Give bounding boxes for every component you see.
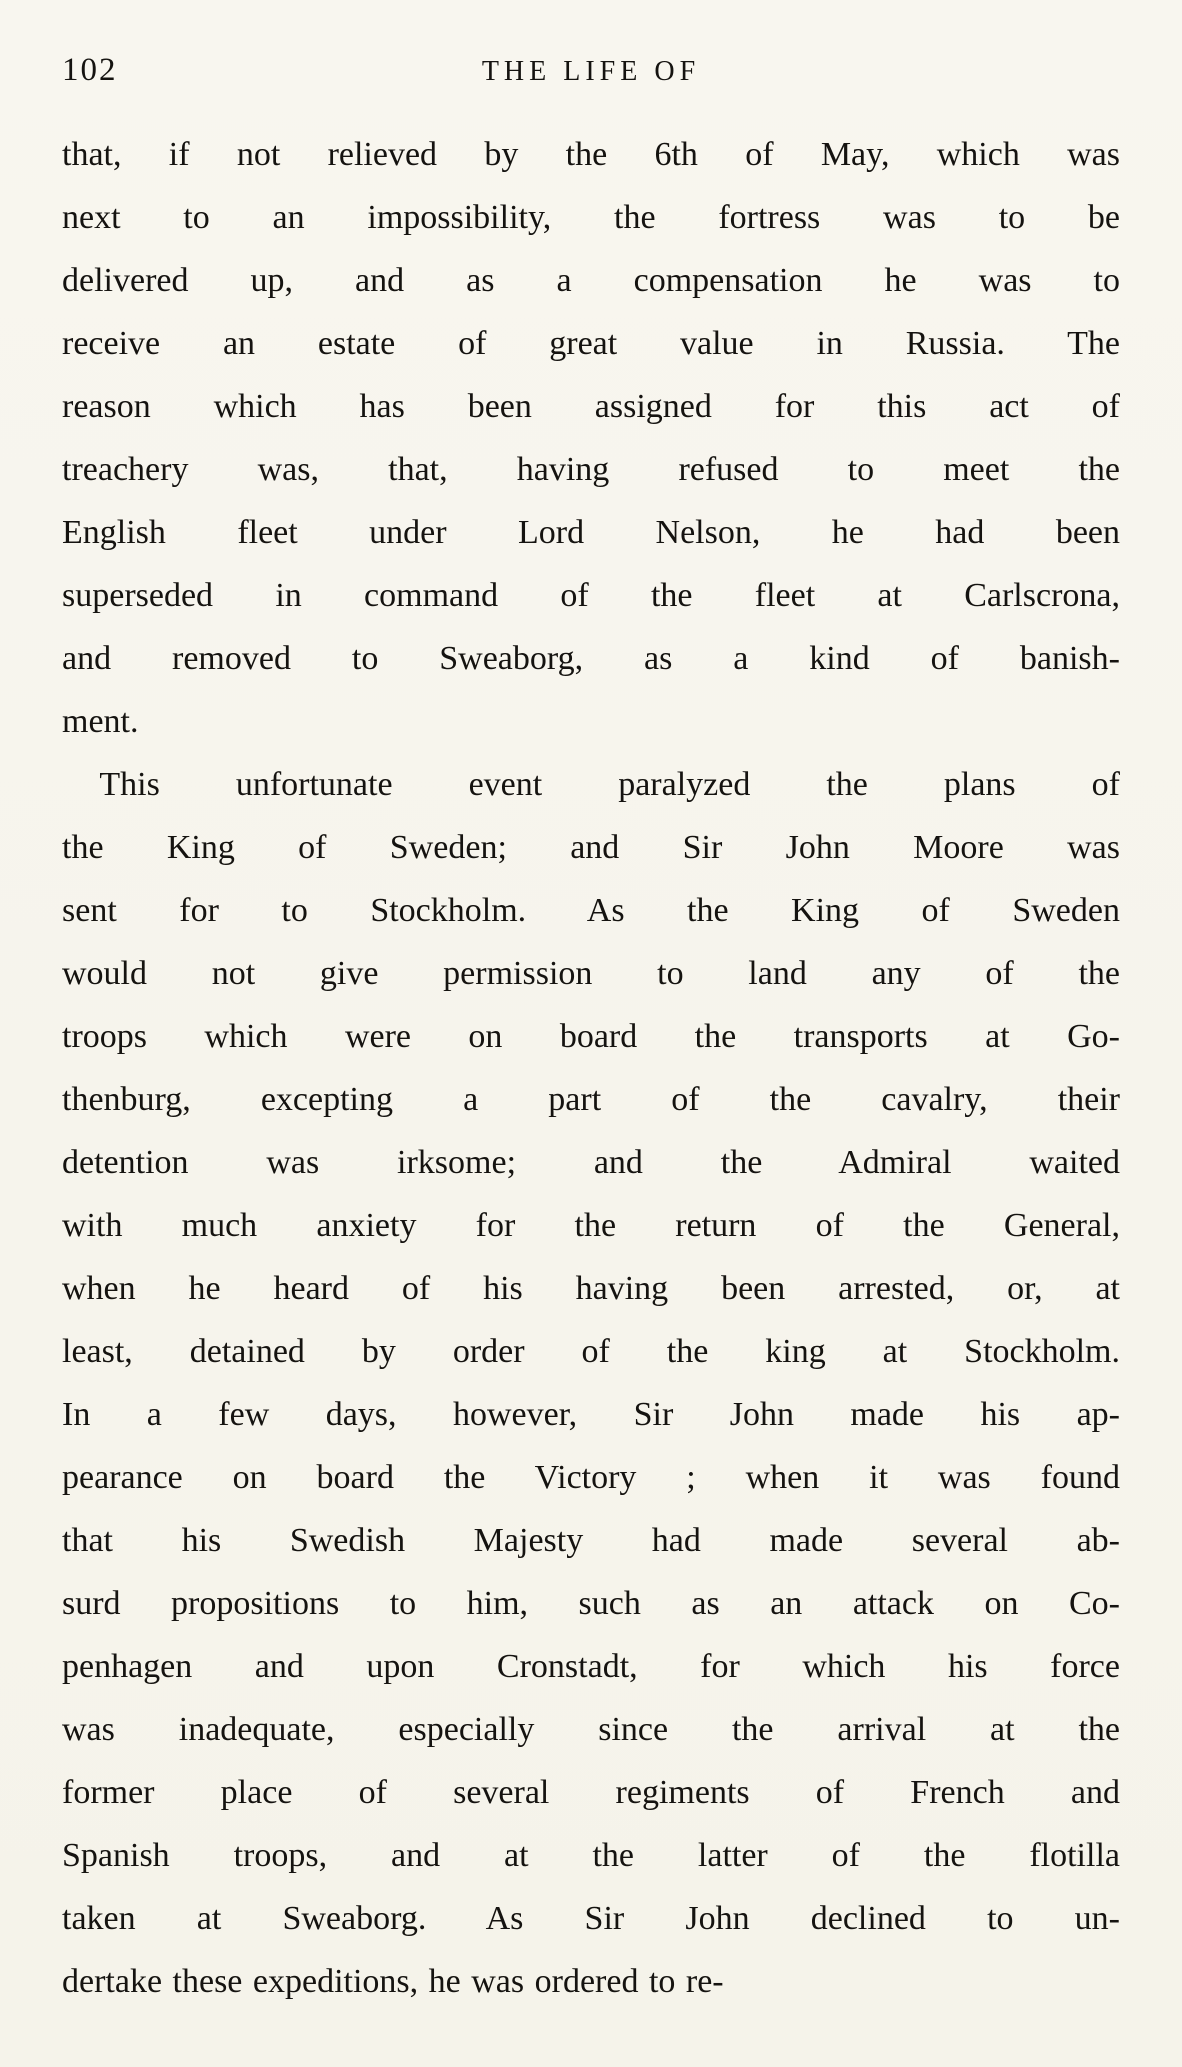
paragraph: [62, 123, 1120, 753]
text-line: and removed to Sweaborg, as a kind of banish-: [62, 640, 1120, 677]
text-line: least, detained by order of the king at Stockholm.: [62, 1333, 1120, 1370]
text-line: with much anxiety for the return of the General,: [62, 1207, 1120, 1244]
paragraph: [62, 753, 1120, 2013]
text-line: reason which has been assigned for this act of: [62, 388, 1120, 425]
page-number: 102: [62, 52, 118, 88]
text-line: surd propositions to him, such as an attack on Co-: [62, 1585, 1120, 1622]
text-line: former place of several regiments of French and: [62, 1774, 1120, 1811]
text-line: sent for to Stockholm. As the King of Sweden: [62, 892, 1120, 929]
text-line: that his Swedish Majesty had made several ab-: [62, 1522, 1120, 1559]
text-line: would not give permission to land any of the: [62, 955, 1120, 992]
text-line: ment.: [62, 703, 139, 740]
text-line: pearance on board the Victory ; when it was found: [62, 1459, 1120, 1496]
text-line: treachery was, that, having refused to meet the: [62, 451, 1120, 488]
text-line: This unfortunate event paralyzed the plans of: [99, 766, 1120, 803]
text-line: the King of Sweden; and Sir John Moore was: [62, 829, 1120, 866]
text-line: Spanish troops, and at the latter of the flotilla: [62, 1837, 1120, 1874]
text-line: troops which were on board the transports at Go-: [62, 1018, 1120, 1055]
text-line: taken at Sweaborg. As Sir John declined to un-: [62, 1900, 1120, 1937]
running-title: THE LIFE OF: [481, 56, 701, 87]
text-line: receive an estate of great value in Russia. The: [62, 325, 1120, 362]
text-line: detention was irksome; and the Admiral waited: [62, 1144, 1120, 1181]
text-line: that, if not relieved by the 6th of May, which was: [62, 136, 1120, 173]
text-line: In a few days, however, Sir John made his ap-: [62, 1396, 1120, 1433]
text-line: dertake these expeditions, he was ordered to re-: [62, 1963, 724, 2000]
text-line: superseded in command of the fleet at Carlscrona,: [62, 577, 1120, 614]
page-header: [62, 52, 1120, 89]
text-line: next to an impossibility, the fortress was to be: [62, 199, 1120, 236]
text-line: English fleet under Lord Nelson, he had been: [62, 514, 1120, 551]
page-body: [62, 123, 1120, 2013]
text-line: when he heard of his having been arrested, or, at: [62, 1270, 1120, 1307]
text-line: was inadequate, especially since the arrival at the: [62, 1711, 1120, 1748]
text-line: delivered up, and as a compensation he was to: [62, 262, 1120, 299]
text-line: thenburg, excepting a part of the cavalry, their: [62, 1081, 1120, 1118]
text-line: penhagen and upon Cronstadt, for which his force: [62, 1648, 1120, 1685]
